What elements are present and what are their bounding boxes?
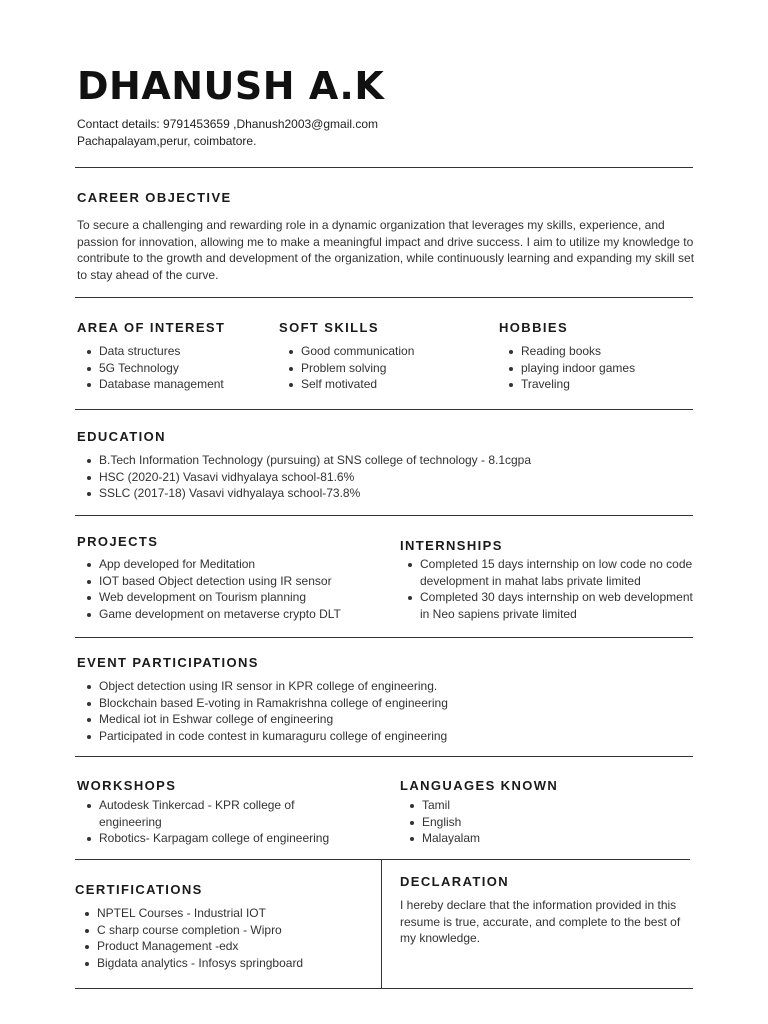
list-item: 5G Technology <box>77 360 224 377</box>
list-item: Game development on metaverse crypto DLT <box>77 606 341 623</box>
soft-skills-list <box>279 343 414 393</box>
list-item: Medical iot in Eshwar college of engineering <box>77 711 448 728</box>
internships-list <box>398 556 693 622</box>
list-item: Object detection using IR sensor in KPR college of engineering. <box>77 678 448 695</box>
list-item: NPTEL Courses - Industrial IOT <box>75 905 303 922</box>
divider <box>75 859 690 860</box>
list-item: Data structures <box>77 343 224 360</box>
divider <box>75 637 693 638</box>
divider <box>75 167 693 168</box>
projects-heading: PROJECTS <box>77 534 159 549</box>
soft-skills-heading: SOFT SKILLS <box>279 320 379 335</box>
list-item: Robotics- Karpagam college of engineering <box>77 830 357 847</box>
list-item: Bigdata analytics - Infosys springboard <box>75 955 303 972</box>
declaration-text: I hereby declare that the information provided in this resume is true, accurate, and complete to the best of my knowledge. <box>400 898 681 946</box>
workshops-list <box>77 797 357 847</box>
divider <box>75 756 693 757</box>
list-item: Autodesk Tinkercad - KPR college of engineering <box>77 797 329 830</box>
divider <box>75 988 693 989</box>
divider <box>75 297 693 298</box>
career-objective-heading: CAREER OBJECTIVE <box>77 190 232 205</box>
languages-known-list <box>400 797 480 847</box>
list-item: Malayalam <box>400 830 480 847</box>
list-item: SSLC (2017-18) Vasavi vidhyalaya school-73.8% <box>77 485 531 502</box>
certifications-heading: CERTIFICATIONS <box>75 882 203 897</box>
list-item: Blockchain based E-voting in Ramakrishna college of engineering <box>77 695 448 712</box>
list-item: C sharp course completion - Wipro <box>75 922 303 939</box>
education-heading: EDUCATION <box>77 429 166 444</box>
education-list <box>77 452 531 502</box>
list-item: Problem solving <box>279 360 414 377</box>
divider <box>75 515 693 516</box>
list-item: Tamil <box>400 797 480 814</box>
list-item: Good communication <box>279 343 414 360</box>
hobbies-heading: HOBBIES <box>499 320 569 335</box>
list-item: Database management <box>77 376 224 393</box>
internships-heading: INTERNSHIPS <box>400 538 503 553</box>
hobbies-list <box>499 343 635 393</box>
list-item: B.Tech Information Technology (pursuing) at SNS college of technology - 8.1cgpa <box>77 452 531 469</box>
list-item: English <box>400 814 480 831</box>
projects-list <box>77 556 341 622</box>
list-item: Reading books <box>499 343 635 360</box>
list-item: Completed 15 days internship on low code no code development in mahat labs private limited <box>398 556 693 589</box>
list-item: Web development on Tourism planning <box>77 589 341 606</box>
area-of-interest-heading: AREA OF INTEREST <box>77 320 226 335</box>
candidate-name: DHANUSH A.K <box>77 64 385 108</box>
list-item: playing indoor games <box>499 360 635 377</box>
list-item: Participated in code contest in kumaraguru college of engineering <box>77 728 448 745</box>
career-objective-text: To secure a challenging and rewarding role in a dynamic organization that leverages my skills, experience, and passion for innovation, allowing me to make a meaningful impact and drive success. I aim to utilize my knowledge to contribute to the growth and development of the organization, while continuously learning and expanding my skill set to stay ahead of the curve. <box>77 218 695 282</box>
list-item: Traveling <box>499 376 635 393</box>
list-item: HSC (2020-21) Vasavi vidhyalaya school-81.6% <box>77 469 531 486</box>
list-item: IOT based Object detection using IR sensor <box>77 573 341 590</box>
area-of-interest-list <box>77 343 224 393</box>
event-participations-heading: EVENT PARTICIPATIONS <box>77 655 259 670</box>
list-item: Product Management -edx <box>75 938 303 955</box>
list-item: App developed for Meditation <box>77 556 341 573</box>
list-item: Self motivated <box>279 376 414 393</box>
languages-known-heading: LANGUAGES KNOWN <box>400 778 559 793</box>
declaration-heading: DECLARATION <box>400 874 510 889</box>
event-participations-list <box>77 678 448 744</box>
address: Pachapalayam,perur, coimbatore. <box>77 134 257 148</box>
contact-details: Contact details: 9791453659 ,Dhanush2003@gmail.com <box>77 117 379 131</box>
column-divider <box>381 859 382 988</box>
workshops-heading: WORKSHOPS <box>77 778 177 793</box>
list-item: Completed 30 days internship on web development in Neo sapiens private limited <box>398 589 693 622</box>
certifications-list <box>75 905 303 971</box>
divider <box>75 409 693 410</box>
